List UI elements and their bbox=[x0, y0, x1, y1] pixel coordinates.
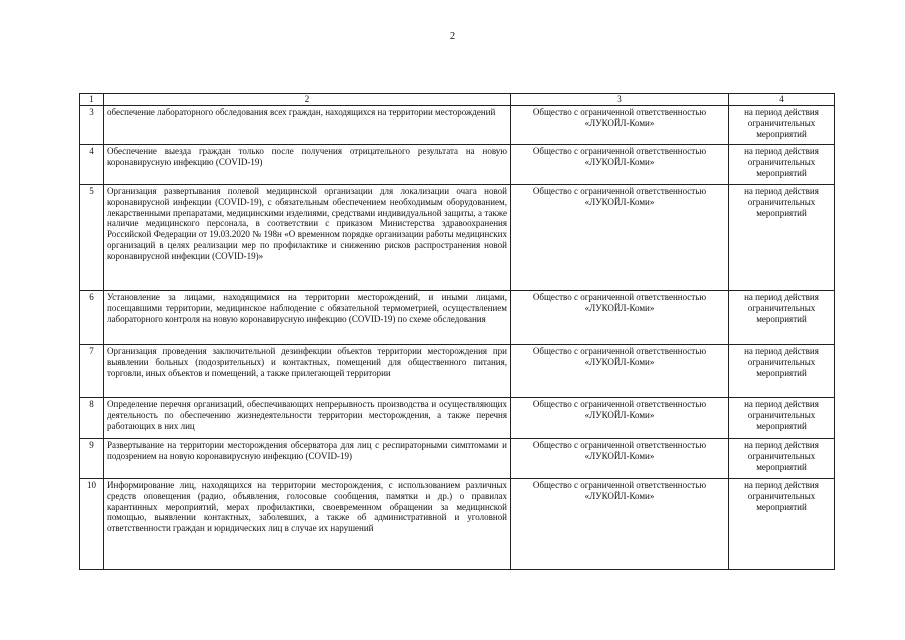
row-number-cell: 8 bbox=[80, 398, 104, 439]
row-number-cell: 9 bbox=[80, 439, 104, 479]
measure-cell: Развертывание на территории месторождения обсерватора для лиц с респираторными симптомами и подозрением на новую коронавирусную инфекцию (COVID-19) bbox=[104, 439, 511, 479]
term-cell: на период действия ограничительных мероприятий bbox=[729, 345, 835, 398]
table-row bbox=[80, 345, 835, 398]
header-cell-term: 4 bbox=[729, 94, 835, 106]
term-cell: на период действия ограничительных мероприятий bbox=[729, 398, 835, 439]
responsible-cell: Общество с ограниченной ответственностью «ЛУКОЙЛ-Коми» bbox=[511, 479, 729, 570]
term-cell: на период действия ограничительных мероприятий bbox=[729, 106, 835, 145]
responsible-cell: Общество с ограниченной ответственностью «ЛУКОЙЛ-Коми» bbox=[511, 145, 729, 185]
page-number: 2 bbox=[449, 31, 456, 42]
term-cell: на период действия ограничительных мероприятий bbox=[729, 479, 835, 570]
measure-cell: обеспечение лабораторного обследования всех граждан, находящихся на территории месторождений bbox=[104, 106, 511, 145]
responsible-cell: Общество с ограниченной ответственностью «ЛУКОЙЛ-Коми» bbox=[511, 398, 729, 439]
measures-table bbox=[79, 93, 835, 570]
responsible-cell: Общество с ограниченной ответственностью «ЛУКОЙЛ-Коми» bbox=[511, 345, 729, 398]
term-cell: на период действия ограничительных мероприятий bbox=[729, 185, 835, 291]
row-number-cell: 7 bbox=[80, 345, 104, 398]
table-row bbox=[80, 106, 835, 145]
term-cell: на период действия ограничительных мероприятий bbox=[729, 291, 835, 345]
measure-cell: Установление за лицами, находящимися на территории месторождений, и иными лицами, посещавшими территории, медицинское наблюдение с обязательной термометрией, осуществлением лабораторного контроля на новую коронавирусную инфекцию (COVID-19) по схеме обследования bbox=[104, 291, 511, 345]
row-number-cell: 5 bbox=[80, 185, 104, 291]
table-row bbox=[80, 185, 835, 291]
term-cell: на период действия ограничительных мероприятий bbox=[729, 145, 835, 185]
row-number-cell: 4 bbox=[80, 145, 104, 185]
table-row bbox=[80, 145, 835, 185]
responsible-cell: Общество с ограниченной ответственностью «ЛУКОЙЛ-Коми» bbox=[511, 439, 729, 479]
measure-cell: Определение перечня организаций, обеспечивающих непрерывность производства и осуществляющих деятельность по обеспечению жизнедеятельности территории месторождения, а также перечня работающих в них лиц bbox=[104, 398, 511, 439]
row-number-cell: 10 bbox=[80, 479, 104, 570]
responsible-cell: Общество с ограниченной ответственностью «ЛУКОЙЛ-Коми» bbox=[511, 106, 729, 145]
header-cell-measure: 2 bbox=[104, 94, 511, 106]
measure-cell: Организация проведения заключительной дезинфекции объектов территории месторождения при выявлении больных (подозрительных) и контактных, помещений для общественного питания, торговли, иных объектов и помещений, а также прилегающей территории bbox=[104, 345, 511, 398]
header-cell-num: 1 bbox=[80, 94, 104, 106]
table-row bbox=[80, 479, 835, 570]
row-number-cell: 6 bbox=[80, 291, 104, 345]
measure-cell: Обеспечение выезда граждан только после получения отрицательного результата на новую коронавирусную инфекцию (COVID-19) bbox=[104, 145, 511, 185]
table-row bbox=[80, 291, 835, 345]
table-row bbox=[80, 398, 835, 439]
measure-cell: Организация развертывания полевой медицинской организации для локализации очага новой коронавирусной инфекции (COVID-19), с обязательным обеспечением необходимым оборудованием, лекарственными препаратами, медицинскими изделиями, средствами индивидуальной защиты, а также наличие медицинского персонала, в соответствии с приказом Министерства здравоохранения Российской Федерации от 19.03.2020 № 198н «О временном порядке организации работы медицинских организаций в целях реализации мер по профилактике и снижению рисков распространения новой коронавирусной инфекции (COVID-19)» bbox=[104, 185, 511, 291]
responsible-cell: Общество с ограниченной ответственностью «ЛУКОЙЛ-Коми» bbox=[511, 291, 729, 345]
table-row bbox=[80, 439, 835, 479]
responsible-cell: Общество с ограниченной ответственностью «ЛУКОЙЛ-Коми» bbox=[511, 185, 729, 291]
header-cell-responsible: 3 bbox=[511, 94, 729, 106]
row-number-cell: 3 bbox=[80, 106, 104, 145]
table-header-row bbox=[80, 94, 835, 106]
term-cell: на период действия ограничительных мероприятий bbox=[729, 439, 835, 479]
measure-cell: Информирование лиц, находящихся на территории месторождения, с использованием различных средств оповещения (радио, объявления, голосовые сообщения, памятки и др.) о правилах карантинных мероприятий, мерах профилактики, своевременном обращении за медицинской помощью, выявлении контактных, заболевших, а также об административной и уголовной ответственности граждан и юридических лиц в случае их нарушений bbox=[104, 479, 511, 570]
